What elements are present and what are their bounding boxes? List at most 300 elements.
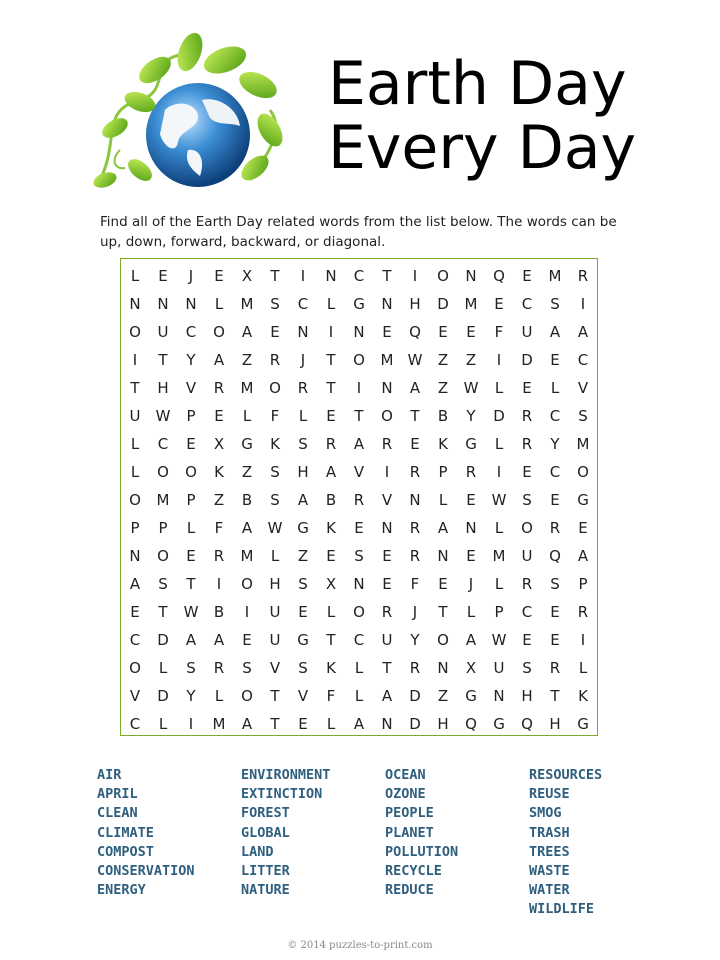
grid-letter[interactable]: L	[494, 575, 504, 593]
grid-letter[interactable]: E	[298, 603, 308, 621]
grid-letter[interactable]: L	[130, 435, 140, 453]
grid-letter[interactable]: H	[269, 575, 281, 593]
grid-letter[interactable]: M	[548, 267, 562, 285]
grid-letter[interactable]: I	[328, 323, 334, 341]
grid-letter[interactable]: A	[129, 575, 141, 593]
grid-letter[interactable]: R	[465, 463, 477, 481]
grid-letter[interactable]: M	[576, 435, 590, 453]
grid-letter[interactable]: O	[241, 575, 253, 593]
grid-letter[interactable]: C	[521, 603, 533, 621]
grid-letter[interactable]: U	[269, 631, 281, 649]
grid-letter[interactable]: Q	[549, 547, 561, 565]
grid-letter[interactable]: S	[522, 659, 532, 677]
grid-letter[interactable]: V	[297, 687, 309, 705]
grid-letter[interactable]: M	[240, 295, 254, 313]
grid-letter[interactable]: G	[577, 491, 589, 509]
grid-letter[interactable]: N	[465, 519, 477, 537]
grid-letter[interactable]: N	[381, 295, 393, 313]
grid-letter[interactable]: T	[326, 351, 336, 369]
grid-letter[interactable]: Q	[409, 323, 421, 341]
grid-letter[interactable]: V	[353, 463, 365, 481]
grid-letter[interactable]: H	[437, 715, 449, 733]
grid-letter[interactable]: C	[549, 407, 561, 425]
grid-letter[interactable]: H	[297, 463, 309, 481]
grid-letter[interactable]: O	[213, 323, 225, 341]
grid-letter[interactable]: B	[437, 407, 449, 425]
grid-letter[interactable]: W	[463, 379, 479, 397]
grid-letter[interactable]: O	[353, 351, 365, 369]
grid-letter[interactable]: L	[270, 547, 280, 565]
grid-letter[interactable]: M	[240, 547, 254, 565]
grid-letter[interactable]: L	[158, 715, 168, 733]
grid-letter[interactable]: V	[185, 379, 197, 397]
grid-letter[interactable]: D	[437, 295, 449, 313]
grid-letter[interactable]: E	[578, 519, 588, 537]
word-column	[97, 766, 241, 920]
grid-letter[interactable]: T	[410, 407, 420, 425]
grid-letter[interactable]: N	[465, 267, 477, 285]
grid-letter[interactable]: Z	[241, 351, 253, 369]
grid-letter[interactable]: D	[409, 687, 421, 705]
grid-letter[interactable]: R	[521, 435, 533, 453]
grid-letter[interactable]: S	[270, 463, 280, 481]
grid-letter[interactable]: E	[550, 491, 560, 509]
grid-letter[interactable]: P	[130, 519, 140, 537]
grid-letter[interactable]: R	[325, 435, 337, 453]
grid-letter[interactable]: M	[492, 547, 506, 565]
grid-letter[interactable]: F	[494, 323, 504, 341]
grid-letter[interactable]: N	[185, 295, 197, 313]
grid-letter[interactable]: N	[437, 659, 449, 677]
globe-with-leaves-icon	[80, 30, 300, 200]
grid-letter[interactable]: N	[325, 267, 337, 285]
grid-letter[interactable]: S	[158, 575, 168, 593]
grid-letter[interactable]: D	[521, 351, 533, 369]
grid-letter[interactable]: G	[465, 687, 477, 705]
grid-letter[interactable]: A	[241, 519, 253, 537]
grid-letter[interactable]: R	[577, 267, 589, 285]
grid-letter[interactable]: N	[381, 715, 393, 733]
grid-letter[interactable]: M	[240, 379, 254, 397]
grid-letter[interactable]: U	[521, 547, 533, 565]
grid-letter[interactable]: G	[297, 631, 309, 649]
grid-letter[interactable]: D	[157, 687, 169, 705]
grid-letter[interactable]: M	[380, 351, 394, 369]
grid-letter[interactable]: O	[577, 463, 589, 481]
grid-letter[interactable]: P	[438, 463, 448, 481]
grid-letter[interactable]: L	[214, 687, 224, 705]
grid-letter[interactable]: N	[409, 491, 421, 509]
grid-letter[interactable]: T	[158, 603, 168, 621]
grid-letter[interactable]: E	[550, 603, 560, 621]
grid-letter[interactable]: E	[326, 547, 336, 565]
grid-letter[interactable]: H	[549, 715, 561, 733]
grid-letter[interactable]: Y	[186, 687, 196, 705]
grid-letter[interactable]: D	[157, 631, 169, 649]
grid-letter[interactable]: G	[297, 519, 309, 537]
grid-letter[interactable]: N	[157, 295, 169, 313]
grid-letter[interactable]: T	[130, 379, 140, 397]
grid-letter[interactable]: E	[242, 631, 252, 649]
grid-letter[interactable]: E	[438, 323, 448, 341]
grid-letter[interactable]: L	[214, 295, 224, 313]
grid-letter[interactable]: J	[468, 575, 474, 593]
grid-letter[interactable]: O	[269, 379, 281, 397]
grid-letter[interactable]: T	[354, 407, 364, 425]
grid-letter[interactable]: S	[270, 295, 280, 313]
grid-letter[interactable]: T	[382, 659, 392, 677]
grid-letter[interactable]: E	[382, 575, 392, 593]
grid-letter[interactable]: O	[157, 547, 169, 565]
grid-letter[interactable]: L	[466, 603, 476, 621]
grid-letter[interactable]: S	[354, 547, 364, 565]
grid-letter[interactable]: U	[129, 407, 141, 425]
grid-letter[interactable]: X	[465, 659, 477, 677]
grid-letter[interactable]: B	[325, 491, 337, 509]
grid-letter[interactable]: R	[353, 491, 365, 509]
grid-letter[interactable]: T	[326, 631, 336, 649]
grid-letter[interactable]: I	[496, 463, 502, 481]
word-list-item: CLEAN	[97, 805, 138, 822]
grid-letter[interactable]: N	[381, 519, 393, 537]
grid-letter[interactable]: A	[549, 323, 561, 341]
word-list-item: ENERGY	[97, 882, 146, 899]
grid-letter[interactable]: J	[188, 267, 194, 285]
grid-letter[interactable]: H	[521, 687, 533, 705]
word-list-item: PEOPLE	[385, 805, 434, 822]
grid-letter[interactable]: S	[242, 659, 252, 677]
grid-letter[interactable]: E	[298, 715, 308, 733]
grid-letter[interactable]: T	[326, 379, 336, 397]
grid-letter[interactable]: I	[412, 267, 418, 285]
grid-letter[interactable]: S	[270, 491, 280, 509]
grid-letter[interactable]: N	[437, 547, 449, 565]
grid-letter[interactable]: N	[353, 575, 365, 593]
grid-letter[interactable]: A	[465, 631, 477, 649]
grid-letter[interactable]: U	[269, 603, 281, 621]
grid-letter[interactable]: U	[493, 659, 505, 677]
grid-letter[interactable]: I	[356, 379, 362, 397]
grid-letter[interactable]: E	[494, 295, 504, 313]
word-list-item: NATURE	[241, 882, 290, 899]
grid-letter[interactable]: I	[244, 603, 250, 621]
grid-letter[interactable]: E	[466, 491, 476, 509]
grid-letter[interactable]: W	[183, 603, 199, 621]
grid-letter[interactable]: Z	[437, 379, 449, 397]
grid-letter[interactable]: E	[466, 547, 476, 565]
grid-letter[interactable]: A	[241, 323, 253, 341]
grid-letter[interactable]: N	[381, 379, 393, 397]
grid-letter[interactable]: J	[300, 351, 306, 369]
grid-letter[interactable]: N	[493, 687, 505, 705]
grid-letter[interactable]: O	[185, 463, 197, 481]
grid-letter[interactable]: E	[270, 323, 280, 341]
grid-letter[interactable]: R	[549, 659, 561, 677]
grid-letter[interactable]: C	[549, 463, 561, 481]
grid-letter[interactable]: Z	[241, 463, 253, 481]
grid-letter[interactable]: E	[438, 575, 448, 593]
grid-letter[interactable]: A	[577, 547, 589, 565]
grid-letter[interactable]: I	[188, 715, 194, 733]
grid-letter[interactable]: E	[130, 603, 140, 621]
grid-letter[interactable]: L	[438, 491, 448, 509]
grid-letter[interactable]: I	[384, 463, 390, 481]
grid-letter[interactable]: U	[521, 323, 533, 341]
grid-letter[interactable]: W	[155, 407, 171, 425]
grid-letter[interactable]: O	[241, 687, 253, 705]
grid-letter[interactable]: V	[577, 379, 589, 397]
grid-letter[interactable]: M	[212, 715, 226, 733]
grid-letter[interactable]: R	[213, 379, 225, 397]
grid-letter[interactable]: P	[186, 491, 196, 509]
grid-letter[interactable]: M	[464, 295, 478, 313]
grid-letter[interactable]: R	[381, 435, 393, 453]
grid-letter[interactable]: R	[381, 603, 393, 621]
grid-letter[interactable]: O	[437, 631, 449, 649]
grid-letter[interactable]: K	[578, 687, 588, 705]
grid-letter[interactable]: W	[267, 519, 283, 537]
grid-letter[interactable]: L	[494, 379, 504, 397]
grid-letter[interactable]: O	[437, 267, 449, 285]
grid-letter[interactable]: L	[494, 519, 504, 537]
grid-letter[interactable]: F	[270, 407, 280, 425]
grid-letter[interactable]: L	[578, 659, 588, 677]
grid-letter[interactable]: A	[297, 491, 309, 509]
grid-letter[interactable]: S	[298, 659, 308, 677]
grid-letter[interactable]: K	[214, 463, 224, 481]
grid-letter[interactable]: N	[129, 547, 141, 565]
grid-letter[interactable]: C	[185, 323, 197, 341]
grid-letter[interactable]: R	[409, 519, 421, 537]
grid-letter[interactable]: F	[326, 687, 336, 705]
grid-letter[interactable]: I	[132, 351, 138, 369]
grid-letter[interactable]: S	[186, 659, 196, 677]
grid-letter[interactable]: S	[522, 491, 532, 509]
grid-letter[interactable]: V	[129, 687, 141, 705]
grid-letter[interactable]: A	[325, 463, 337, 481]
grid-letter[interactable]: A	[353, 715, 365, 733]
grid-letter[interactable]: E	[522, 379, 532, 397]
grid-letter[interactable]: S	[298, 575, 308, 593]
grid-letter[interactable]: Z	[213, 491, 225, 509]
grid-letter[interactable]: Q	[465, 715, 477, 733]
grid-letter[interactable]: X	[213, 435, 225, 453]
grid-letter[interactable]: A	[213, 351, 225, 369]
grid-letter[interactable]: D	[493, 407, 505, 425]
grid-letter[interactable]: A	[577, 323, 589, 341]
grid-letter[interactable]: L	[494, 435, 504, 453]
grid-letter[interactable]: R	[297, 379, 309, 397]
grid-letter[interactable]: S	[550, 575, 560, 593]
grid-letter[interactable]: A	[213, 631, 225, 649]
grid-letter[interactable]: V	[269, 659, 281, 677]
grid-letter[interactable]: G	[577, 715, 589, 733]
grid-letter[interactable]: T	[382, 267, 392, 285]
grid-letter[interactable]: C	[353, 631, 365, 649]
grid-letter[interactable]: T	[270, 687, 280, 705]
grid-letter[interactable]: K	[326, 659, 336, 677]
grid-letter[interactable]: Y	[466, 407, 476, 425]
grid-letter[interactable]: E	[410, 435, 420, 453]
grid-letter[interactable]: C	[129, 715, 141, 733]
grid-letter[interactable]: W	[491, 491, 507, 509]
word-search-grid	[121, 262, 597, 738]
grid-letter[interactable]: Q	[493, 267, 505, 285]
grid-letter[interactable]: E	[522, 631, 532, 649]
grid-letter[interactable]: K	[270, 435, 280, 453]
grid-letter[interactable]: E	[466, 323, 476, 341]
grid-letter[interactable]: T	[270, 715, 280, 733]
grid-letter[interactable]: L	[158, 659, 168, 677]
grid-letter[interactable]: L	[326, 715, 336, 733]
grid-letter[interactable]: W	[491, 631, 507, 649]
grid-letter[interactable]: O	[521, 519, 533, 537]
grid-letter[interactable]: S	[298, 435, 308, 453]
grid-letter[interactable]: P	[494, 603, 504, 621]
grid-letter[interactable]: E	[382, 323, 392, 341]
grid-letter[interactable]: E	[326, 407, 336, 425]
grid-letter[interactable]: O	[381, 407, 393, 425]
grid-letter[interactable]: O	[157, 463, 169, 481]
grid-letter[interactable]: R	[409, 659, 421, 677]
grid-letter[interactable]: H	[157, 379, 169, 397]
grid-letter[interactable]: X	[241, 267, 253, 285]
grid-letter[interactable]: R	[213, 547, 225, 565]
grid-letter[interactable]: A	[185, 631, 197, 649]
grid-letter[interactable]: R	[409, 463, 421, 481]
grid-letter[interactable]: O	[129, 323, 141, 341]
grid-letter[interactable]: L	[354, 687, 364, 705]
grid-letter[interactable]: U	[157, 323, 169, 341]
grid-letter[interactable]: E	[382, 547, 392, 565]
grid-letter[interactable]: L	[242, 407, 252, 425]
grid-letter[interactable]: T	[158, 351, 168, 369]
word-list-item: CLIMATE	[97, 824, 154, 841]
grid-letter[interactable]: Y	[410, 631, 420, 649]
grid-letter[interactable]: I	[496, 351, 502, 369]
grid-letter[interactable]: G	[465, 435, 477, 453]
grid-letter[interactable]: E	[522, 463, 532, 481]
grid-letter[interactable]: B	[213, 603, 225, 621]
grid-letter[interactable]: C	[297, 295, 309, 313]
grid-letter[interactable]: D	[409, 715, 421, 733]
grid-letter[interactable]: A	[437, 519, 449, 537]
grid-letter[interactable]: L	[326, 603, 336, 621]
grid-letter[interactable]: O	[353, 603, 365, 621]
grid-letter[interactable]: S	[578, 407, 588, 425]
grid-letter[interactable]: R	[521, 407, 533, 425]
grid-letter[interactable]: L	[298, 407, 308, 425]
grid-letter[interactable]: O	[129, 491, 141, 509]
grid-letter[interactable]: E	[186, 547, 196, 565]
grid-letter[interactable]: C	[521, 295, 533, 313]
grid-letter[interactable]: K	[438, 435, 448, 453]
grid-letter[interactable]: L	[550, 379, 560, 397]
grid-letter[interactable]: Z	[465, 351, 477, 369]
grid-letter[interactable]: K	[326, 519, 336, 537]
grid-letter[interactable]: A	[353, 435, 365, 453]
grid-letter[interactable]: R	[213, 659, 225, 677]
grid-letter[interactable]: T	[186, 575, 196, 593]
grid-letter[interactable]: C	[157, 435, 169, 453]
word-list-item: EXTINCTION	[241, 786, 323, 803]
grid-letter[interactable]: J	[412, 603, 418, 621]
grid-letter[interactable]: P	[578, 575, 588, 593]
grid-letter[interactable]: L	[130, 267, 140, 285]
grid-letter[interactable]: I	[300, 267, 306, 285]
grid-letter[interactable]: G	[353, 295, 365, 313]
grid-letter[interactable]: L	[326, 295, 336, 313]
grid-letter[interactable]: E	[522, 267, 532, 285]
grid-letter[interactable]: N	[297, 323, 309, 341]
grid-letter[interactable]: R	[269, 351, 281, 369]
grid-letter[interactable]: N	[129, 295, 141, 313]
grid-letter[interactable]: G	[493, 715, 505, 733]
grid-letter[interactable]: Z	[297, 547, 309, 565]
grid-letter[interactable]: N	[353, 323, 365, 341]
grid-letter[interactable]: R	[549, 519, 561, 537]
grid-letter[interactable]: P	[158, 519, 168, 537]
grid-letter[interactable]: P	[186, 407, 196, 425]
word-list	[97, 766, 697, 920]
grid-letter[interactable]: C	[577, 351, 589, 369]
grid-letter[interactable]: A	[381, 687, 393, 705]
grid-letter[interactable]: R	[409, 547, 421, 565]
grid-letter[interactable]: C	[353, 267, 365, 285]
grid-letter[interactable]: X	[325, 575, 337, 593]
grid-letter[interactable]: M	[156, 491, 170, 509]
grid-letter[interactable]: I	[580, 631, 586, 649]
grid-letter[interactable]: I	[216, 575, 222, 593]
grid-letter[interactable]: Z	[437, 351, 449, 369]
grid-letter[interactable]: O	[129, 659, 141, 677]
grid-letter[interactable]: R	[577, 603, 589, 621]
grid-letter[interactable]: A	[409, 379, 421, 397]
grid-letter[interactable]: E	[186, 435, 196, 453]
grid-letter[interactable]: W	[407, 351, 423, 369]
grid-letter[interactable]: T	[550, 687, 560, 705]
grid-letter[interactable]: E	[158, 267, 168, 285]
grid-letter[interactable]: E	[550, 631, 560, 649]
grid-letter[interactable]: U	[381, 631, 393, 649]
grid-letter[interactable]: E	[214, 267, 224, 285]
grid-letter[interactable]: S	[550, 295, 560, 313]
grid-letter[interactable]: Z	[437, 687, 449, 705]
grid-letter[interactable]: E	[550, 351, 560, 369]
grid-letter[interactable]: V	[381, 491, 393, 509]
grid-letter[interactable]: G	[241, 435, 253, 453]
grid-letter[interactable]: B	[241, 491, 253, 509]
grid-letter[interactable]: R	[521, 575, 533, 593]
grid-letter[interactable]: H	[409, 295, 421, 313]
grid-letter[interactable]: C	[129, 631, 141, 649]
grid-letter[interactable]: L	[354, 659, 364, 677]
grid-letter[interactable]: L	[130, 463, 140, 481]
word-list-item: OCEAN	[385, 767, 426, 783]
grid-letter[interactable]: T	[438, 603, 448, 621]
grid-letter[interactable]: T	[270, 267, 280, 285]
grid-letter[interactable]: Q	[521, 715, 533, 733]
grid-letter[interactable]: E	[214, 407, 224, 425]
grid-letter[interactable]: A	[241, 715, 253, 733]
grid-letter[interactable]: I	[580, 295, 586, 313]
grid-letter[interactable]: F	[214, 519, 224, 537]
grid-letter[interactable]: Y	[550, 435, 560, 453]
grid-letter[interactable]: E	[354, 519, 364, 537]
grid-letter[interactable]: Y	[186, 351, 196, 369]
grid-letter[interactable]: F	[410, 575, 420, 593]
grid-letter[interactable]: L	[186, 519, 196, 537]
